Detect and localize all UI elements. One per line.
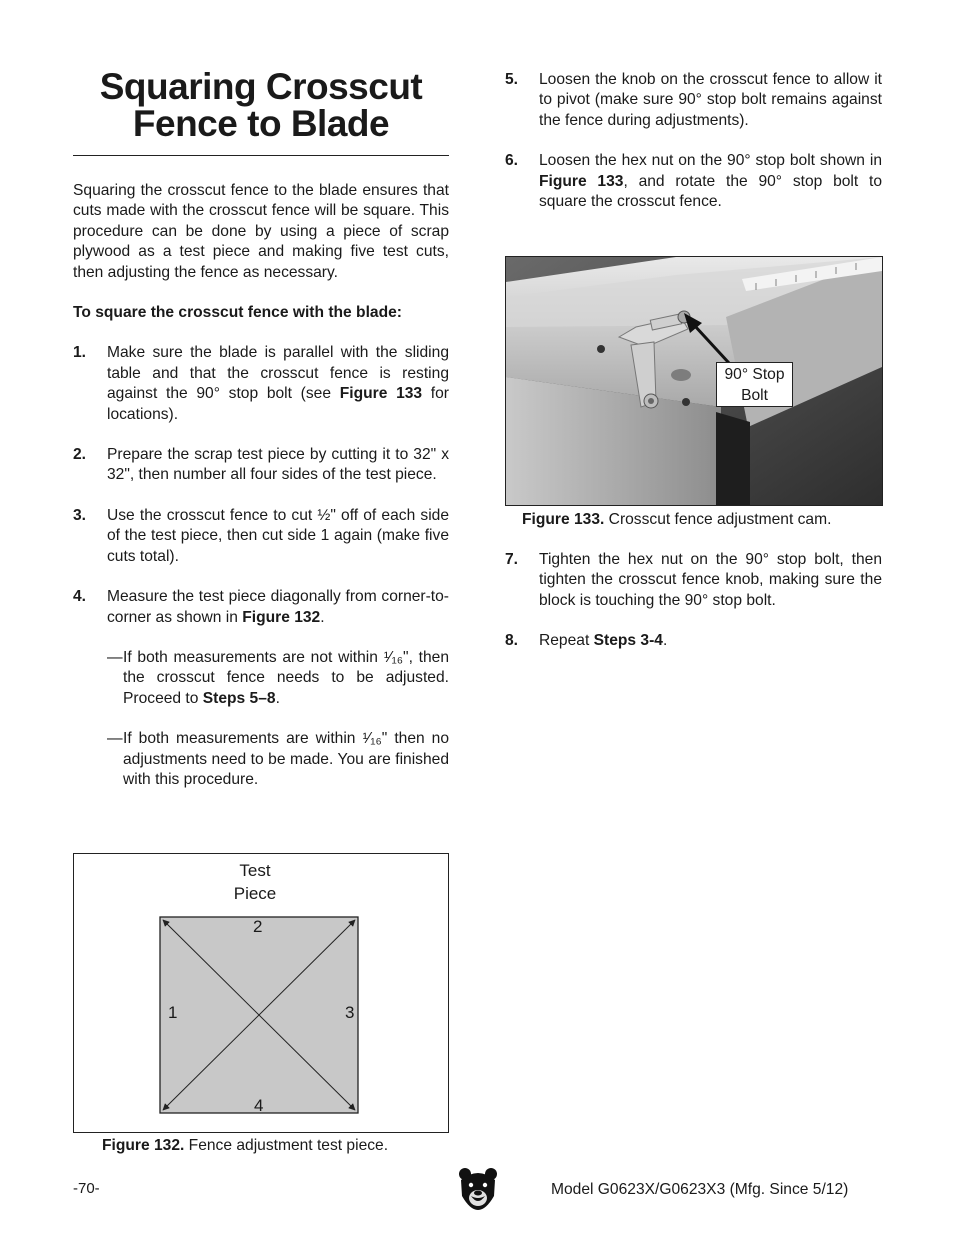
right-column-lower bbox=[505, 550, 882, 652]
page-number: -70- bbox=[73, 1180, 100, 1197]
model-info: Model G0623X/G0623X3 (Mfg. Since 5/12) bbox=[551, 1181, 849, 1198]
stop-bolt-callout: 90° Stop Bolt bbox=[716, 362, 793, 407]
procedure-heading: To square the crosscut fence with the blade: bbox=[73, 304, 402, 322]
step-number: 2. bbox=[73, 446, 87, 464]
title-line-2: Fence to Blade bbox=[132, 103, 390, 144]
step-6: 6. Loosen the hex nut on the 90° stop bolt shown in Figure 133, and rotate the 90° stop bolt to square the crosscut fence. bbox=[505, 152, 883, 211]
step-number: 1. bbox=[73, 344, 87, 362]
step-1: 1. Make sure the blade is parallel with the sliding table and that the crosscut fence is resting against the 90° stop bolt (see Figure 133 for locations). bbox=[73, 344, 449, 423]
step-7: 7. Tighten the hex nut on the 90° stop bolt, then tighten the crosscut fence knob, making sure the block is touching the 90° stop bolt. bbox=[505, 551, 882, 609]
step-number: 6. bbox=[505, 152, 519, 170]
step-number: 4. bbox=[73, 588, 87, 606]
intro-paragraph: Squaring the crosscut fence to the blade ensures that cuts made with the crosscut fence will be square. This procedure can be done by using a piece of scrap plywood as a test piece and making five test cuts, then adjusting the fence as necessary. bbox=[73, 182, 449, 281]
step-3: 3. Use the crosscut fence to cut ½" off of each side of the test piece, then cut side 1 again (make five cuts total). bbox=[73, 506, 449, 565]
test-piece-label: Test Piece bbox=[233, 861, 277, 903]
step-5: 5. Loosen the knob on the crosscut fence to allow it to pivot (make sure 90° stop bolt remains against the fence during adjustments). bbox=[505, 71, 882, 129]
step-number: 7. bbox=[505, 551, 519, 568]
side-number: 3 bbox=[345, 1003, 355, 1022]
step-4: 4. Measure the test piece diagonally from corner-to-corner as shown in Figure 132. bbox=[73, 588, 449, 626]
figure-133-photo bbox=[505, 256, 883, 506]
figure-132-caption: Figure 132. Fence adjustment test piece. bbox=[102, 1137, 389, 1154]
title-line-1: Squaring Crosscut bbox=[99, 66, 423, 107]
side-number: 1 bbox=[168, 1003, 178, 1022]
right-column bbox=[505, 70, 882, 212]
step-2: 2. Prepare the scrap test piece by cutting it to 32" x 32", then number all four sides of the test piece. bbox=[73, 446, 449, 484]
step-8: 8. Repeat Steps 3-4. bbox=[505, 631, 882, 651]
step-number: 3. bbox=[73, 506, 87, 524]
grizzly-bear-logo-icon bbox=[458, 1166, 498, 1210]
step-number: 8. bbox=[505, 632, 519, 650]
sub-item-within: — If both measurements are within ¹⁄₁₆" then no adjustments need to be made. You are finished with this procedure. bbox=[107, 730, 449, 788]
sub-item-not-within: — If both measurements are not within ¹⁄₁₆", then the crosscut fence needs to be adjusted. Proceed to Steps 5–8. bbox=[107, 648, 449, 707]
side-number: 4 bbox=[254, 1096, 264, 1115]
side-number: 2 bbox=[253, 917, 263, 936]
step-number: 5. bbox=[505, 71, 519, 88]
crosscut-fence-photo bbox=[506, 257, 882, 505]
figure-133-caption: Figure 133. Crosscut fence adjustment cam. bbox=[522, 511, 832, 528]
